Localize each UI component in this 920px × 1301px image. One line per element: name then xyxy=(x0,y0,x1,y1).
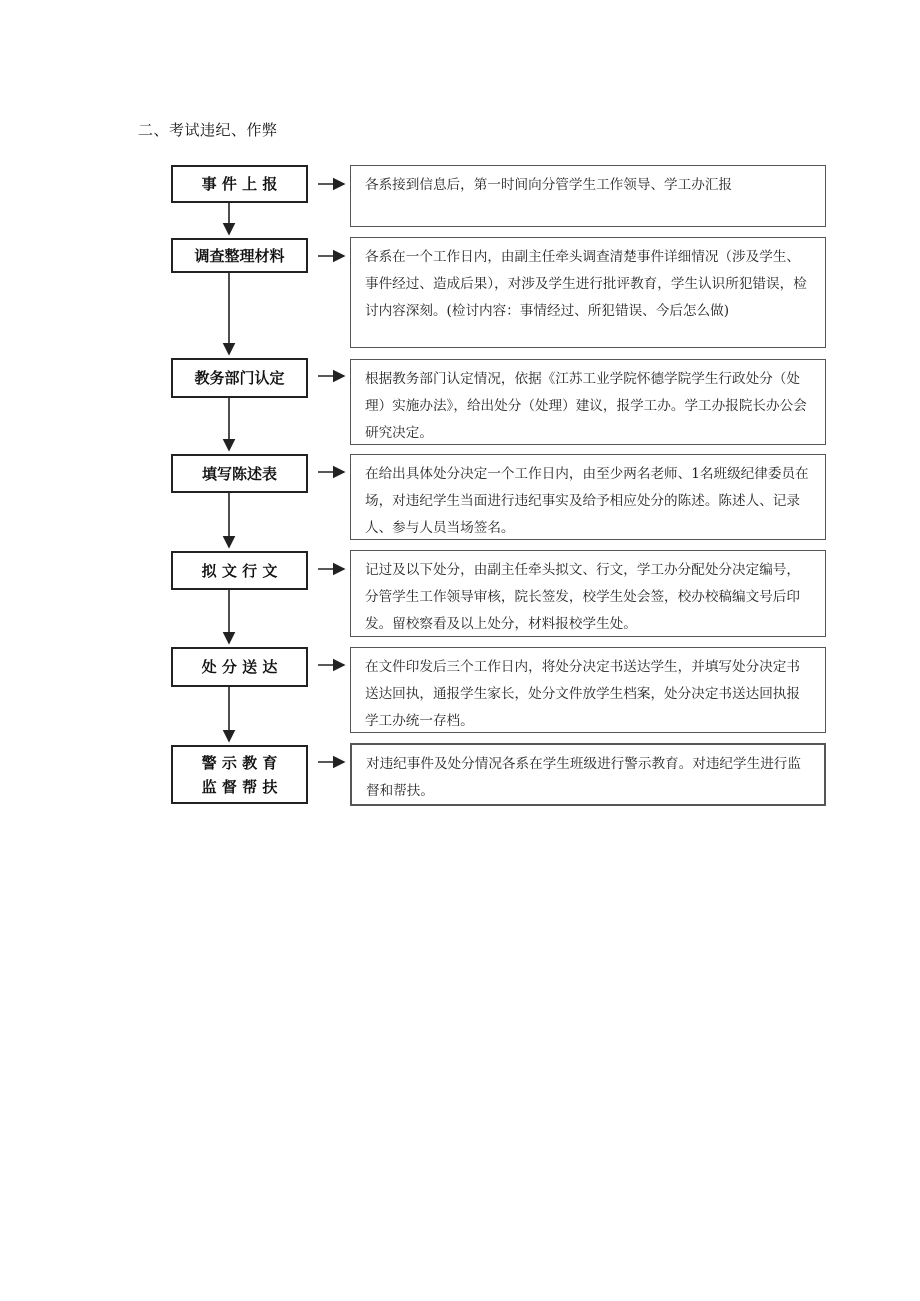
step-label: 事 件 上 报 xyxy=(201,175,278,193)
step-box-warning-education xyxy=(171,745,308,804)
step-box-report xyxy=(171,165,308,203)
step-box-investigate xyxy=(171,238,308,273)
step-description-academic-affirm: 根据教务部门认定情况，依据《江苏工业学院怀德学院学生行政处分（处理）实施办法》，给出处分（处理）建议，报学工办。学工办报院长办公会研究决定。 xyxy=(350,359,826,445)
step-description-draft-document: 记过及以下处分，由副主任牵头拟文、行文，学工办分配处分决定编号，分管学生工作领导审核，院长签发，校学生处会签，校办校稿编文号后印发。留校察看及以上处分，材料报校学生处。 xyxy=(350,550,826,637)
step-label-line2: 监 督 帮 扶 xyxy=(201,777,278,796)
step-description-investigate: 各系在一个工作日内，由副主任牵头调查清楚事件详细情况（涉及学生、事件经过、造成后果），对涉及学生进行批评教育，学生认识所犯错误，检讨内容深刻。(检讨内容：事情经过、所犯错误、今后怎么做) xyxy=(350,237,826,348)
step-description-warning-education: 对违纪事件及处分情况各系在学生班级进行警示教育。对违纪学生进行监督和帮扶。 xyxy=(350,743,826,806)
step-label: 教务部门认定 xyxy=(194,369,285,387)
step-description-deliver-decision: 在文件印发后三个工作日内，将处分决定书送达学生，并填写处分决定书送达回执，通报学生家长，处分文件放学生档案，处分决定书送达回执报学工办统一存档。 xyxy=(350,647,826,733)
step-box-deliver-decision xyxy=(171,647,308,687)
step-label: 处 分 送 达 xyxy=(201,658,278,676)
step-box-draft-document xyxy=(171,551,308,590)
step-box-statement-form xyxy=(171,454,308,493)
step-label: 拟 文 行 文 xyxy=(201,561,278,580)
step-label-line1: 警 示 教 育 xyxy=(201,753,278,772)
section-heading: 二、考试违纪、作弊 xyxy=(138,121,278,139)
step-description-statement-form: 在给出具体处分决定一个工作日内，由至少两名老师、1名班级纪律委员在场，对违纪学生当面进行违纪事实及给予相应处分的陈述。陈述人、记录人、参与人员当场签名。 xyxy=(350,454,826,540)
step-description-report: 各系接到信息后，第一时间向分管学生工作领导、学工办汇报 xyxy=(350,165,826,227)
step-box-academic-affirm xyxy=(171,358,308,398)
step-label: 调查整理材料 xyxy=(194,246,285,265)
step-label: 填写陈述表 xyxy=(201,464,277,483)
